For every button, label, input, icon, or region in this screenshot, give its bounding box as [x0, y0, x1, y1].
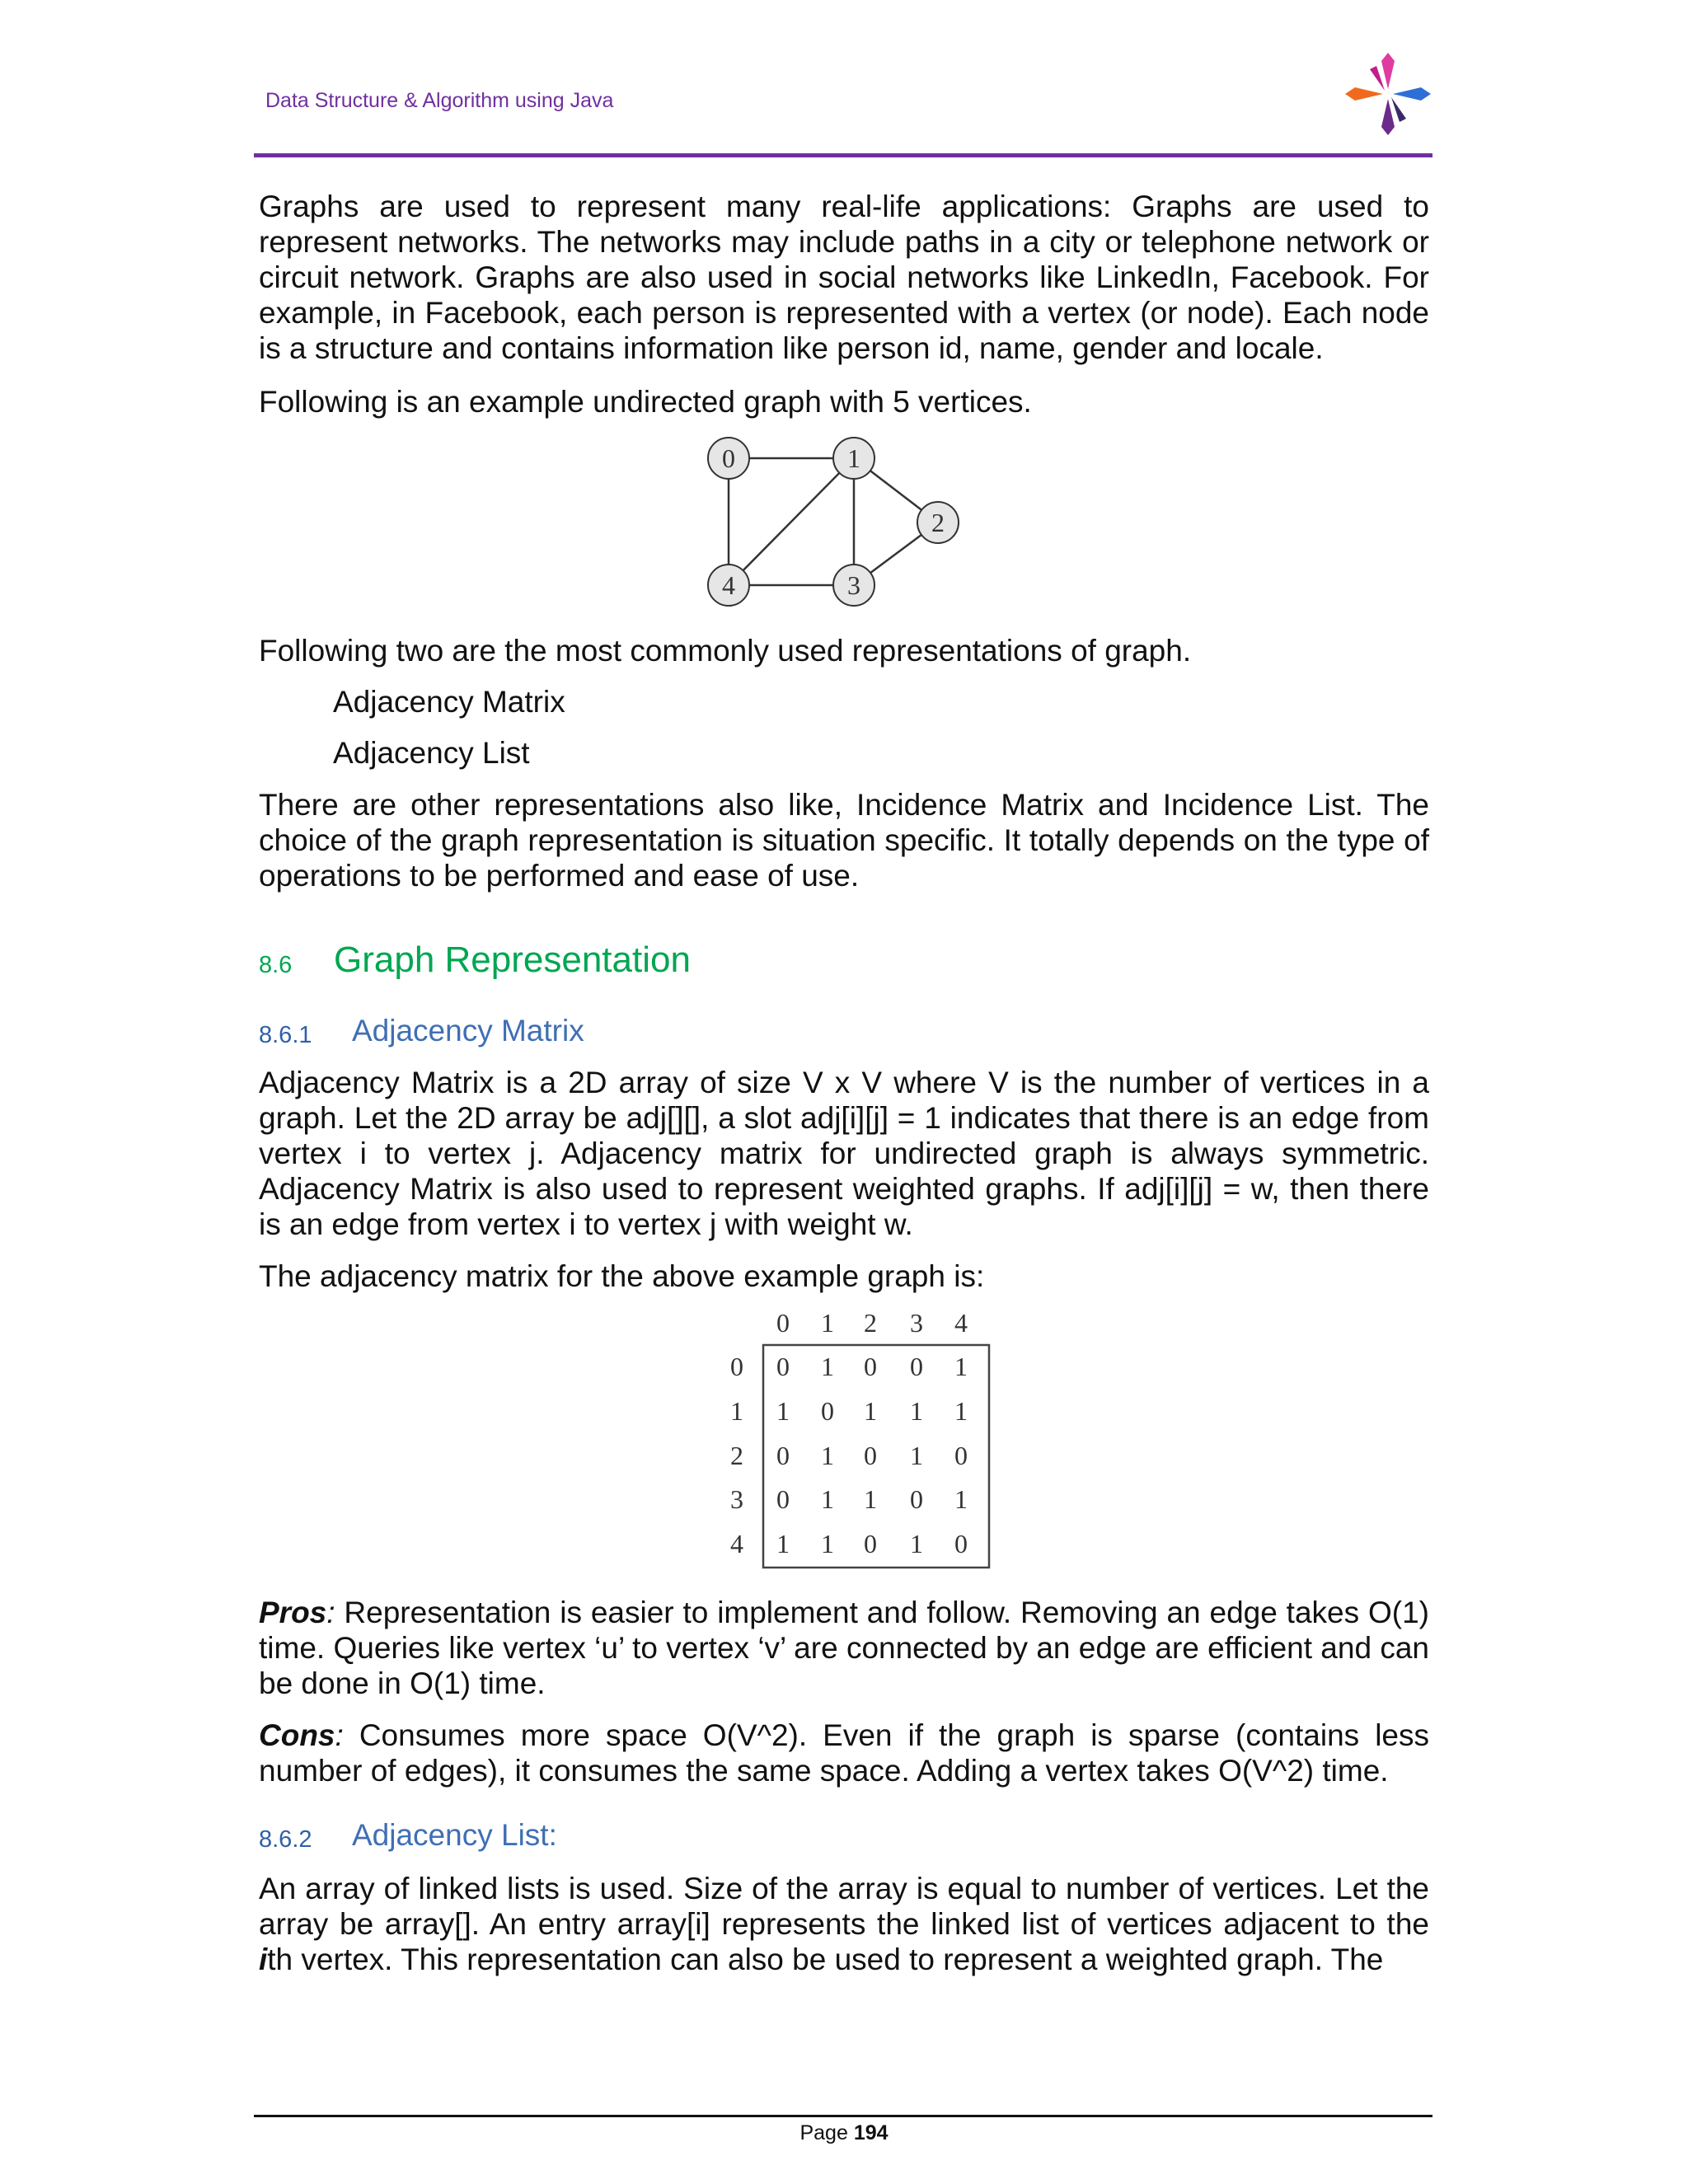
matrix-row-header: 2	[730, 1441, 743, 1470]
representation-item: Adjacency List	[333, 736, 530, 770]
cons-paragraph	[259, 1718, 1429, 1788]
matrix-cell: 0	[954, 1529, 968, 1558]
example-sentence: Following is an example undirected graph with 5 vertices.	[259, 385, 1032, 419]
matrix-cell: 1	[910, 1396, 923, 1426]
matrix-cell: 1	[776, 1396, 790, 1426]
matrix-cell: 0	[954, 1441, 968, 1470]
matrix-cell: 0	[776, 1352, 790, 1381]
matrix-row-header: 3	[730, 1484, 743, 1514]
list-desc-italic-i: i	[259, 1943, 268, 1976]
matrix-col-header: 2	[864, 1308, 877, 1338]
graph-vertex-label-3: 3	[847, 570, 860, 600]
matrix-cell: 0	[864, 1529, 877, 1558]
matrix-cell: 0	[864, 1441, 877, 1470]
matrix-intro-sentence: The adjacency matrix for the above example graph is:	[259, 1259, 985, 1293]
adjacency-list-description	[259, 1871, 1429, 1977]
matrix-cell: 1	[910, 1441, 923, 1470]
matrix-cell: 0	[821, 1396, 834, 1426]
header-title: Data Structure & Algorithm using Java	[265, 89, 614, 112]
adjacency-matrix-description: Adjacency Matrix is a 2D array of size V x V where V is the number of vertices in a graph. Let the 2D array be adj[][], a slot adj[i][j] = 1 indicates that there is an edge from vertex i to vertex j. Adjacency matrix for undirected graph is always symmetric. Adjacency Matrix is also used to represent weighted graphs. If adj[i][j] = w, then there is an edge from vertex i to vertex j with weight w.	[259, 1066, 1429, 1241]
matrix-row-header: 1	[730, 1396, 743, 1426]
pros-colon: :	[326, 1596, 335, 1629]
undirected-graph-figure	[702, 434, 973, 613]
cons-text: Consumes more space O(V^2). Even if the graph is sparse (contains less number of edges), it consumes the same space. Adding a vertex takes O(V^2) time.	[259, 1718, 1429, 1788]
matrix-cell: 1	[821, 1529, 834, 1558]
matrix-cell: 1	[954, 1352, 968, 1381]
subsection-number: 8.6.2	[259, 1826, 312, 1853]
matrix-cell: 1	[821, 1441, 834, 1470]
matrix-cell: 1	[910, 1529, 923, 1558]
representation-item: Adjacency Matrix	[333, 685, 565, 719]
pros-label: Pros	[259, 1596, 327, 1629]
page-label: Page	[799, 2121, 848, 2144]
matrix-cell: 1	[821, 1352, 834, 1381]
matrix-cell: 0	[776, 1484, 790, 1514]
subsection-number: 8.6.1	[259, 1022, 312, 1048]
matrix-col-header: 0	[776, 1308, 790, 1338]
cons-label: Cons	[259, 1718, 335, 1752]
list-desc-part: th vertex. This representation can also be used to represent a weighted graph. The	[267, 1943, 1384, 1976]
matrix-cell: 0	[910, 1352, 923, 1381]
matrix-cell: 1	[954, 1396, 968, 1426]
cons-colon: :	[335, 1718, 344, 1752]
matrix-cell: 1	[954, 1484, 968, 1514]
graph-vertex-label-4: 4	[722, 570, 735, 600]
pros-text: Representation is easier to implement and follow. Removing an edge takes O(1) time. Queries like vertex ‘u’ to vertex ‘v’ are connected by an edge are efficient and can be done in O(1) time.	[259, 1596, 1429, 1700]
other-representations-paragraph: There are other representations also like, Incidence Matrix and Incidence List. The choice of the graph representation is situation specific. It totally depends on the type of operations to be performed and ease of use.	[259, 788, 1429, 893]
intro-paragraph: Graphs are used to represent many real-life applications: Graphs are used to represent networks. The networks may include paths in a city or telephone network or circuit network. Graphs are also used in social networks like LinkedIn, Facebook. For example, in Facebook, each person is represented with a vertex (or node). Each node is a structure and contains information like person id, name, gender and locale.	[259, 190, 1429, 365]
footer-rule	[254, 2115, 1432, 2117]
list-desc-part: An array of linked lists is used. Size of the array is equal to number of vertices. Let the array be array[]. An entry array[i] represents the linked list of vertices adjacent to the	[259, 1872, 1429, 1941]
graph-edge-1-4	[729, 458, 854, 585]
matrix-col-header: 3	[910, 1308, 923, 1338]
graph-vertex-label-2: 2	[931, 508, 945, 537]
matrix-cell: 1	[776, 1529, 790, 1558]
matrix-cell: 1	[864, 1484, 877, 1514]
page-number-value: 194	[853, 2121, 889, 2144]
matrix-cell: 1	[821, 1484, 834, 1514]
matrix-cell: 0	[776, 1441, 790, 1470]
graph-vertex-label-0: 0	[722, 443, 735, 473]
graph-vertex-label-1: 1	[847, 443, 860, 473]
matrix-col-header: 1	[821, 1308, 834, 1338]
matrix-cell: 0	[864, 1352, 877, 1381]
header-rule	[254, 153, 1432, 157]
matrix-row-header: 4	[730, 1529, 743, 1558]
section-title: Graph Representation	[334, 940, 691, 980]
pros-paragraph	[259, 1595, 1429, 1701]
page-number	[0, 2121, 1688, 2145]
matrix-col-header: 4	[954, 1308, 968, 1338]
common-representations-sentence: Following two are the most commonly used representations of graph.	[259, 634, 1192, 668]
subsection-title: Adjacency List:	[352, 1818, 557, 1852]
matrix-cell: 1	[864, 1396, 877, 1426]
adjacency-matrix-figure	[715, 1302, 992, 1571]
subsection-title: Adjacency Matrix	[352, 1014, 584, 1047]
matrix-cell: 0	[910, 1484, 923, 1514]
matrix-row-header: 0	[730, 1352, 743, 1381]
publisher-logo	[1342, 51, 1434, 137]
section-number: 8.6	[259, 952, 293, 978]
